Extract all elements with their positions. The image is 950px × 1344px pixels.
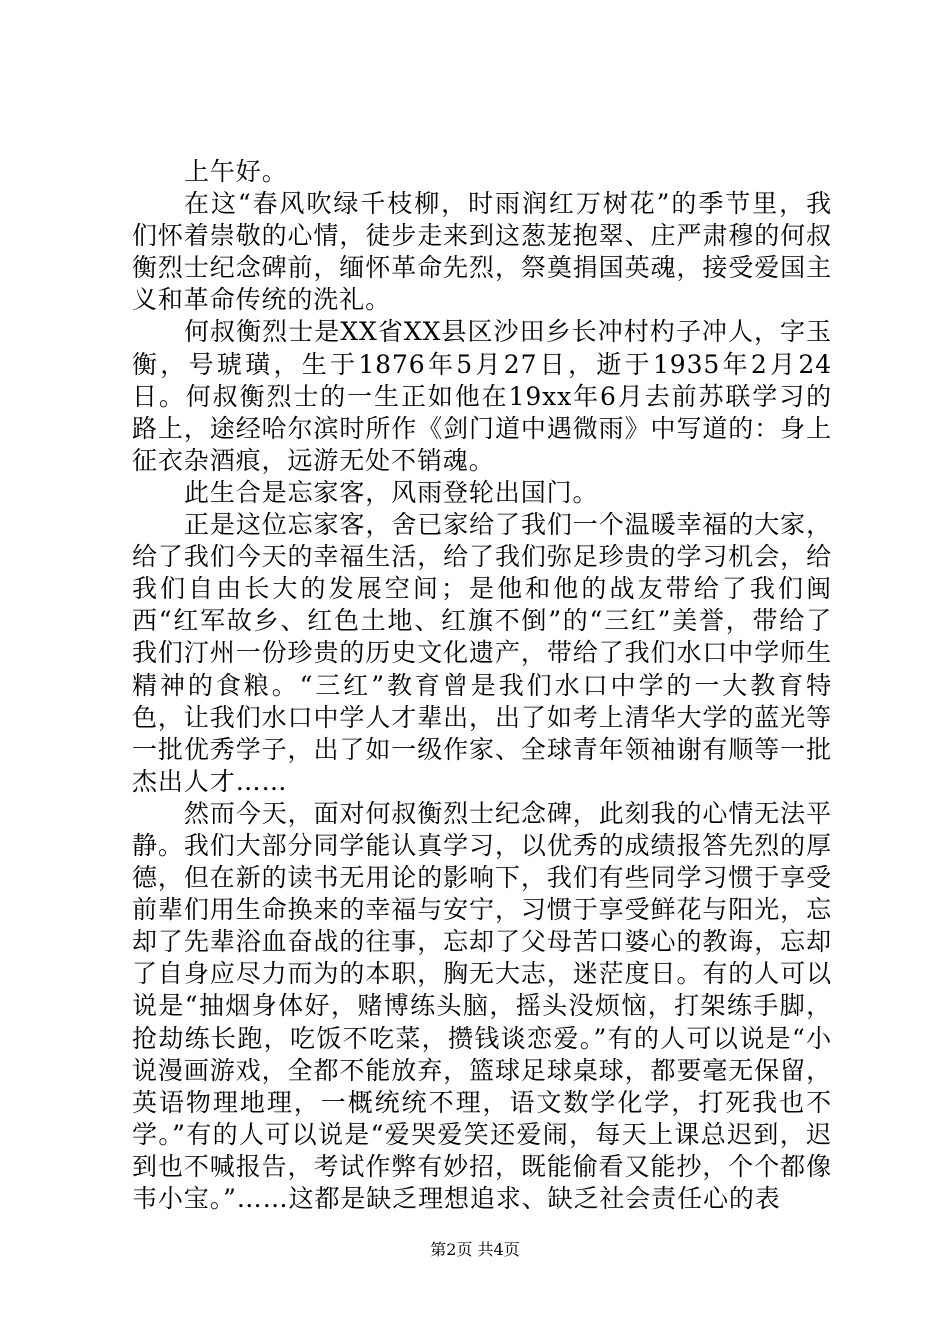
paragraph-poem-line: 此生合是忘家客，风雨登轮出国门。 xyxy=(184,477,599,507)
paragraph-greeting: 上午好。 xyxy=(184,157,288,186)
document-body xyxy=(132,156,832,1215)
paragraph-biography: 何叔衡烈士是XX省XX县区沙田乡长冲村杓子冲人，字玉衡，号琥璜，生于1876年5月27日，逝于1935年2月24日。何叔衡烈士的一生正如他在19xx年6月去前苏联学习的路上，途经哈尔滨时所作《剑门道中遇微雨》中写道的：身上征衣杂酒痕，远游无处不销魂。 xyxy=(132,317,832,475)
paragraph-legacy: 正是这位忘家客，舍已家给了我们一个温暖幸福的大家，给了我们今天的幸福生活，给了我们弥足珍贵的学习机会，给我们自由长大的发展空间；是他和他的战友带给了我们闽西“红军故乡、红色土地、红旗不倒”的“三红”美誉，带给了我们汀州一份珍贵的历史文化遗产，带给了我们水口中学师生精神的食粮。“三红”教育曾是我们水口中学的一大教育特色，让我们水口中学人才辈出，出了如考上清华大学的蓝光等一批优秀学子，出了如一级作家、全球青年领袖谢有顺等一批杰出人才…… xyxy=(132,510,832,796)
paragraph-reflection: 然而今天，面对何叔衡烈士纪念碑，此刻我的心情无法平静。我们大部分同学能认真学习，以优秀的成绩报答先烈的厚德，但在新的读书无用论的影响下，我们有些同学习惯于享受前辈们用生命换来的幸福与安宁，习惯于享受鲜花与阳光，忘却了先辈浴血奋战的往事，忘却了父母苦口婆心的教诲，忘却了自身应尽力而为的本职，胸无大志，迷茫度日。有的人可以说是“抽烟身体好，赌博练头脑，摇头没烦恼，打架练手脚，抢劫练长跑，吃饭不吃菜，攒钱谈恋爱。”有的人可以说是“小说漫画游戏，全都不能放弃，篮球足球桌球，都要毫无保留，英语物理地理，一概统统不理，语文数学化学，打死我也不学。”有的人可以说是“爱哭爱笑还爱闹，每天上课总迟到，迟到也不喊报告，考试作弊有妙招，既能偷看又能抄，个个都像韦小宝。”……这都是缺乏理想追求、缺乏社会责任心的表 xyxy=(132,798,832,1213)
page-number-footer: 第2页 共4页 xyxy=(430,1240,520,1259)
paragraph-intro: 在这“春风吹绿千枝柳，时雨润红万树花”的季节里，我们怀着崇敬的心情，徒步走来到这葱茏抱翠、庄严肃穆的何叔衡烈士纪念碑前，缅怀革命先烈，祭奠捐国英魂，接受爱国主义和革命传统的洗礼。 xyxy=(132,189,832,315)
